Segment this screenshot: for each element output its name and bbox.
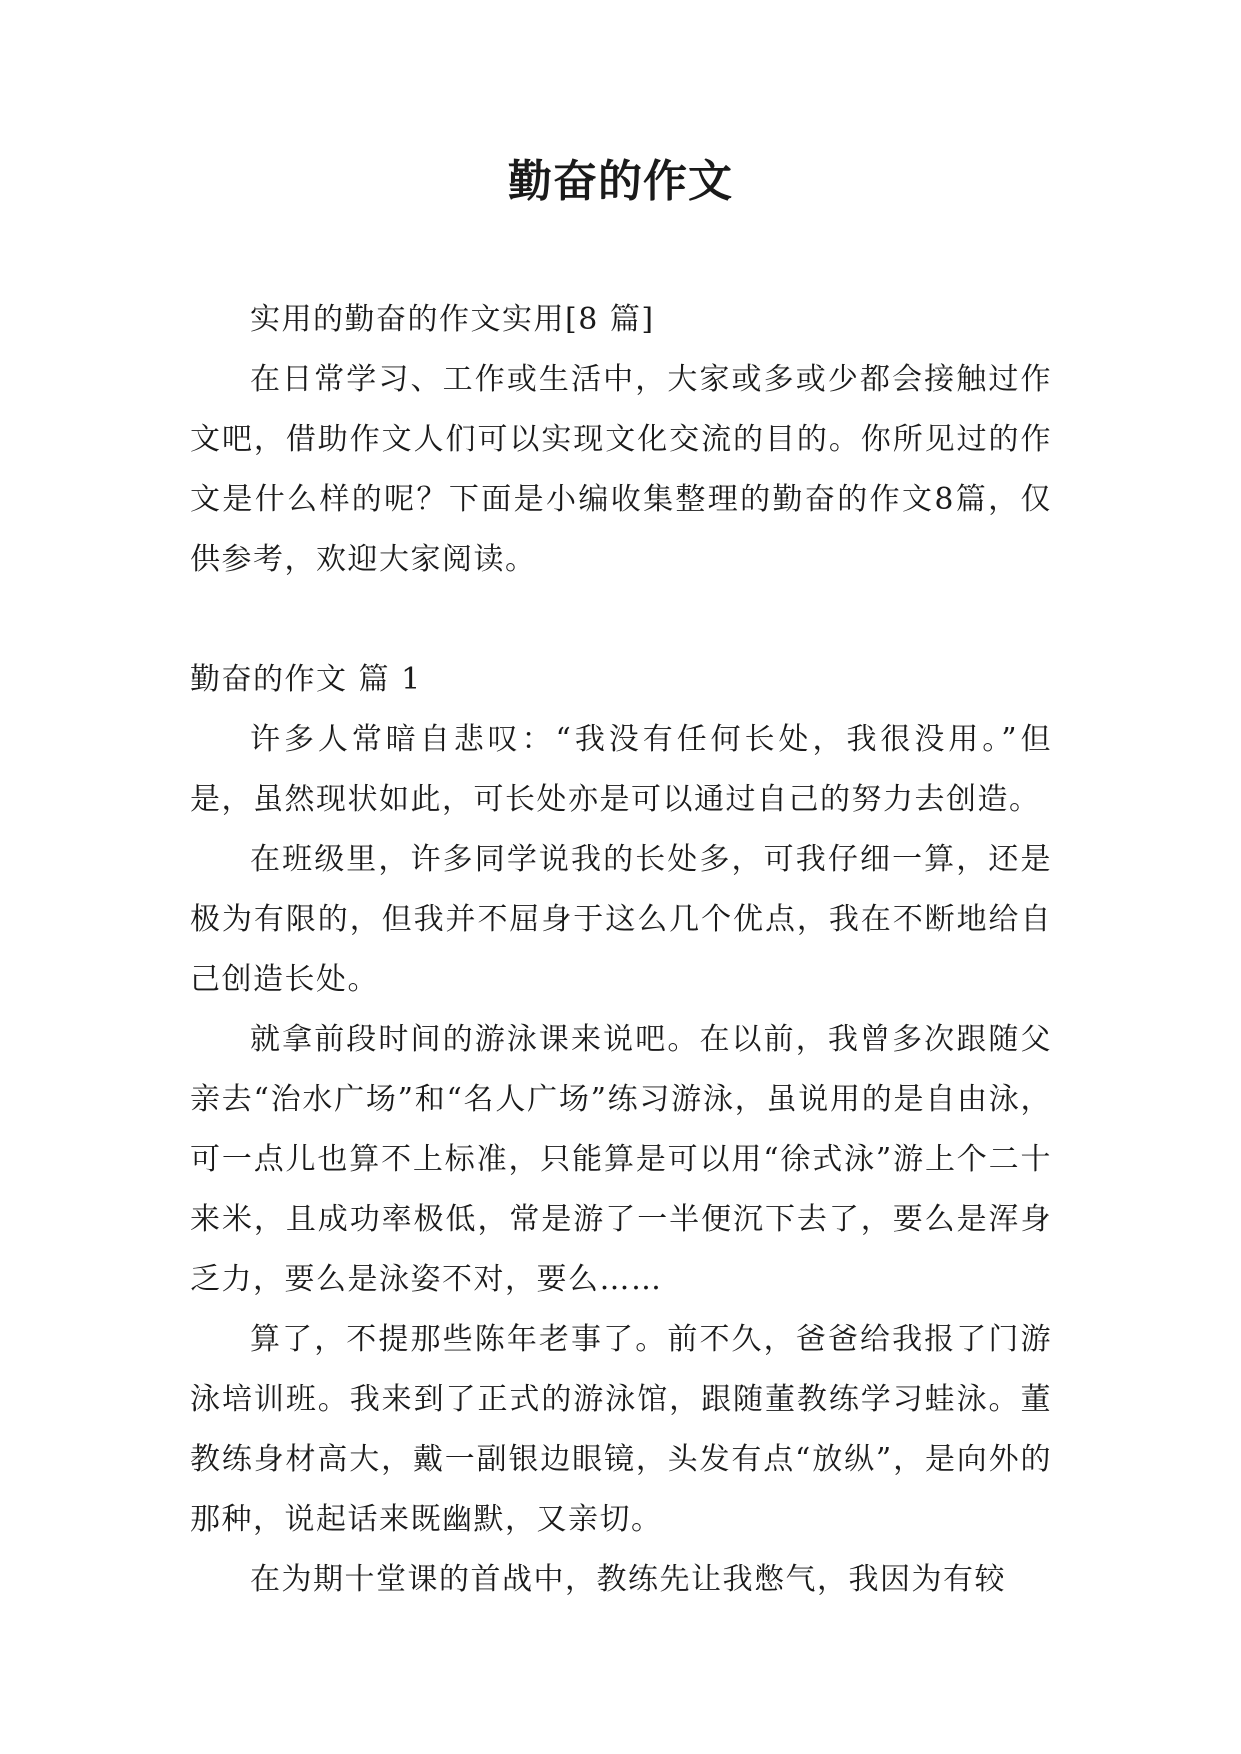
body-paragraph: 算了，不提那些陈年老事了。前不久，爸爸给我报了门游泳培训班。我来到了正式的游泳馆，跟随董教练学习蛙泳。董教练身材高大，戴一副银边眼镜，头发有点“放纵”，是向外的那种，说起话来既幽默，又亲切。: [190, 1322, 1052, 1537]
intro-paragraph: 在日常学习、工作或生活中，大家或多或少都会接触过作文吧，借助作文人们可以实现文化交流的目的。你所见过的作文是什么样的呢？下面是小编收集整理的勤奋的作文8篇，仅供参考，欢迎大家阅读。: [190, 362, 1052, 577]
document-title: 勤奋的作文: [508, 156, 733, 207]
body-paragraph: 许多人常暗自悲叹：“我没有任何长处，我很没用。”但是，虽然现状如此，可长处亦是可以通过自己的努力去创造。: [190, 722, 1052, 817]
document-body: [190, 290, 1052, 1610]
body-paragraph: 在班级里，许多同学说我的长处多，可我仔细一算，还是极为有限的，但我并不屈身于这么几个优点，我在不断地给自己创造长处。: [190, 842, 1052, 997]
section-heading: 勤奋的作文 篇 1: [190, 662, 422, 697]
section-spacer: [190, 590, 1052, 650]
body-paragraph: 就拿前段时间的游泳课来说吧。在以前，我曾多次跟随父亲去“治水广场”和“名人广场”练习游泳，虽说用的是自由泳，可一点儿也算不上标准，只能算是可以用“徐式泳”游上个二十来米，且成功率极低，常是游了一半便沉下去了，要么是浑身乏力，要么是泳姿不对，要么……: [190, 1022, 1052, 1297]
document-subtitle: 实用的勤奋的作文实用[8 篇]: [250, 302, 655, 337]
body-paragraph: 在为期十堂课的首战中，教练先让我憋气，我因为有较: [250, 1562, 1006, 1597]
